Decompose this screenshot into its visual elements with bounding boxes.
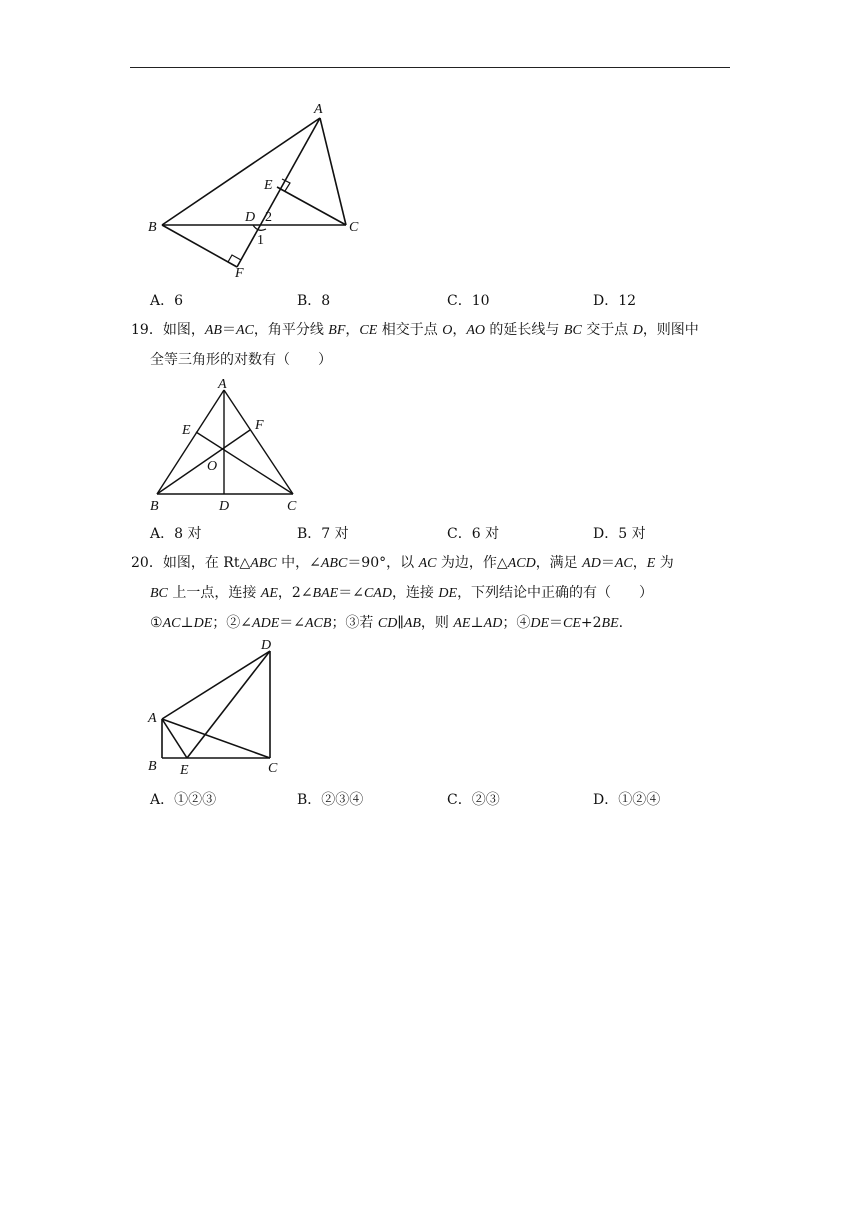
- q19-option-a: A．8 对: [150, 526, 202, 542]
- q18-label-f: F: [235, 266, 244, 280]
- q19-option-d: D．5 对: [593, 526, 646, 542]
- q19-label-b: B: [150, 499, 159, 514]
- q19-option-b: B．7 对: [297, 526, 349, 542]
- q19-option-c: C．6 对: [447, 526, 500, 542]
- q18-option-b: B．8: [297, 293, 331, 309]
- q19-segment-bf: [157, 430, 250, 494]
- q19-label-o: O: [207, 459, 218, 474]
- q20-option-b: B．②③④: [297, 792, 364, 808]
- q19-number: 19．: [131, 322, 163, 338]
- q19-segment-ac: [224, 390, 293, 494]
- q18-segment-ac: [320, 118, 346, 225]
- q18-label-angle-1: 1: [257, 233, 264, 248]
- q20-label-d: D: [261, 638, 272, 653]
- q18-option-a: A．6: [150, 293, 184, 309]
- header-rule: [130, 67, 730, 68]
- q20-option-a: A．①②③: [150, 792, 217, 808]
- q19-question-line-1: 19．如图，AB＝AC，角平分线 BF，CE 相交于点 O，AO 的延长线与 BC 交于点 D，则图中: [131, 322, 699, 338]
- q19-label-e: E: [182, 423, 191, 438]
- q20-number: 20．: [131, 555, 163, 571]
- q20-figure: [140, 632, 290, 780]
- q20-label-c: C: [268, 761, 278, 776]
- q19-label-f: F: [255, 418, 264, 433]
- q20-segment-ae: [162, 719, 187, 758]
- q19-label-d: D: [219, 499, 230, 514]
- q20-label-e: E: [180, 763, 189, 778]
- q20-question-line-2: BC 上一点，连接 AE，2∠BAE＝∠CAD，连接 DE，下列结论中正确的有（ ）: [150, 585, 654, 601]
- q20-segment-ac: [162, 719, 270, 758]
- q20-question-line-3: ①AC⊥DE；②∠ADE＝∠ACB；③若 CD∥AB，则 AE⊥AD；④DE＝CE+2BE.: [150, 615, 624, 631]
- q20-question-line-1: 20．如图，在 Rt△ABC 中，∠ABC＝90°，以 AC 为边，作△ACD，满足 AD＝AC，E 为: [131, 555, 674, 571]
- q18-segment-ce: [277, 187, 346, 225]
- q18-label-a: A: [314, 102, 323, 117]
- q19-question-line-2: 全等三角形的对数有（ ）: [150, 352, 332, 368]
- q18-right-angle-f: [228, 255, 241, 262]
- q18-label-e: E: [264, 178, 273, 193]
- q20-option-d: D．①②④: [593, 792, 661, 808]
- q18-label-c: C: [349, 220, 359, 235]
- q18-option-c: C．10: [447, 293, 490, 309]
- q19-figure: [145, 374, 305, 514]
- q19-segment-ab: [157, 390, 224, 494]
- q20-label-b: B: [148, 759, 157, 774]
- q18-option-d: D．12: [593, 293, 637, 309]
- q18-segment-ab: [162, 118, 320, 225]
- q18-label-b: B: [148, 220, 157, 235]
- q18-figure: [140, 98, 380, 280]
- q18-segment-bf: [162, 225, 237, 267]
- q20-label-a: A: [148, 711, 157, 726]
- q18-label-angle-2: 2: [265, 210, 272, 225]
- q19-label-a: A: [218, 377, 227, 392]
- q20-segment-ad: [162, 651, 270, 719]
- q20-segment-de: [187, 651, 270, 758]
- q18-label-d: D: [245, 210, 256, 225]
- q20-option-c: C．②③: [447, 792, 500, 808]
- q19-label-c: C: [287, 499, 297, 514]
- q18-segment-af: [237, 118, 320, 267]
